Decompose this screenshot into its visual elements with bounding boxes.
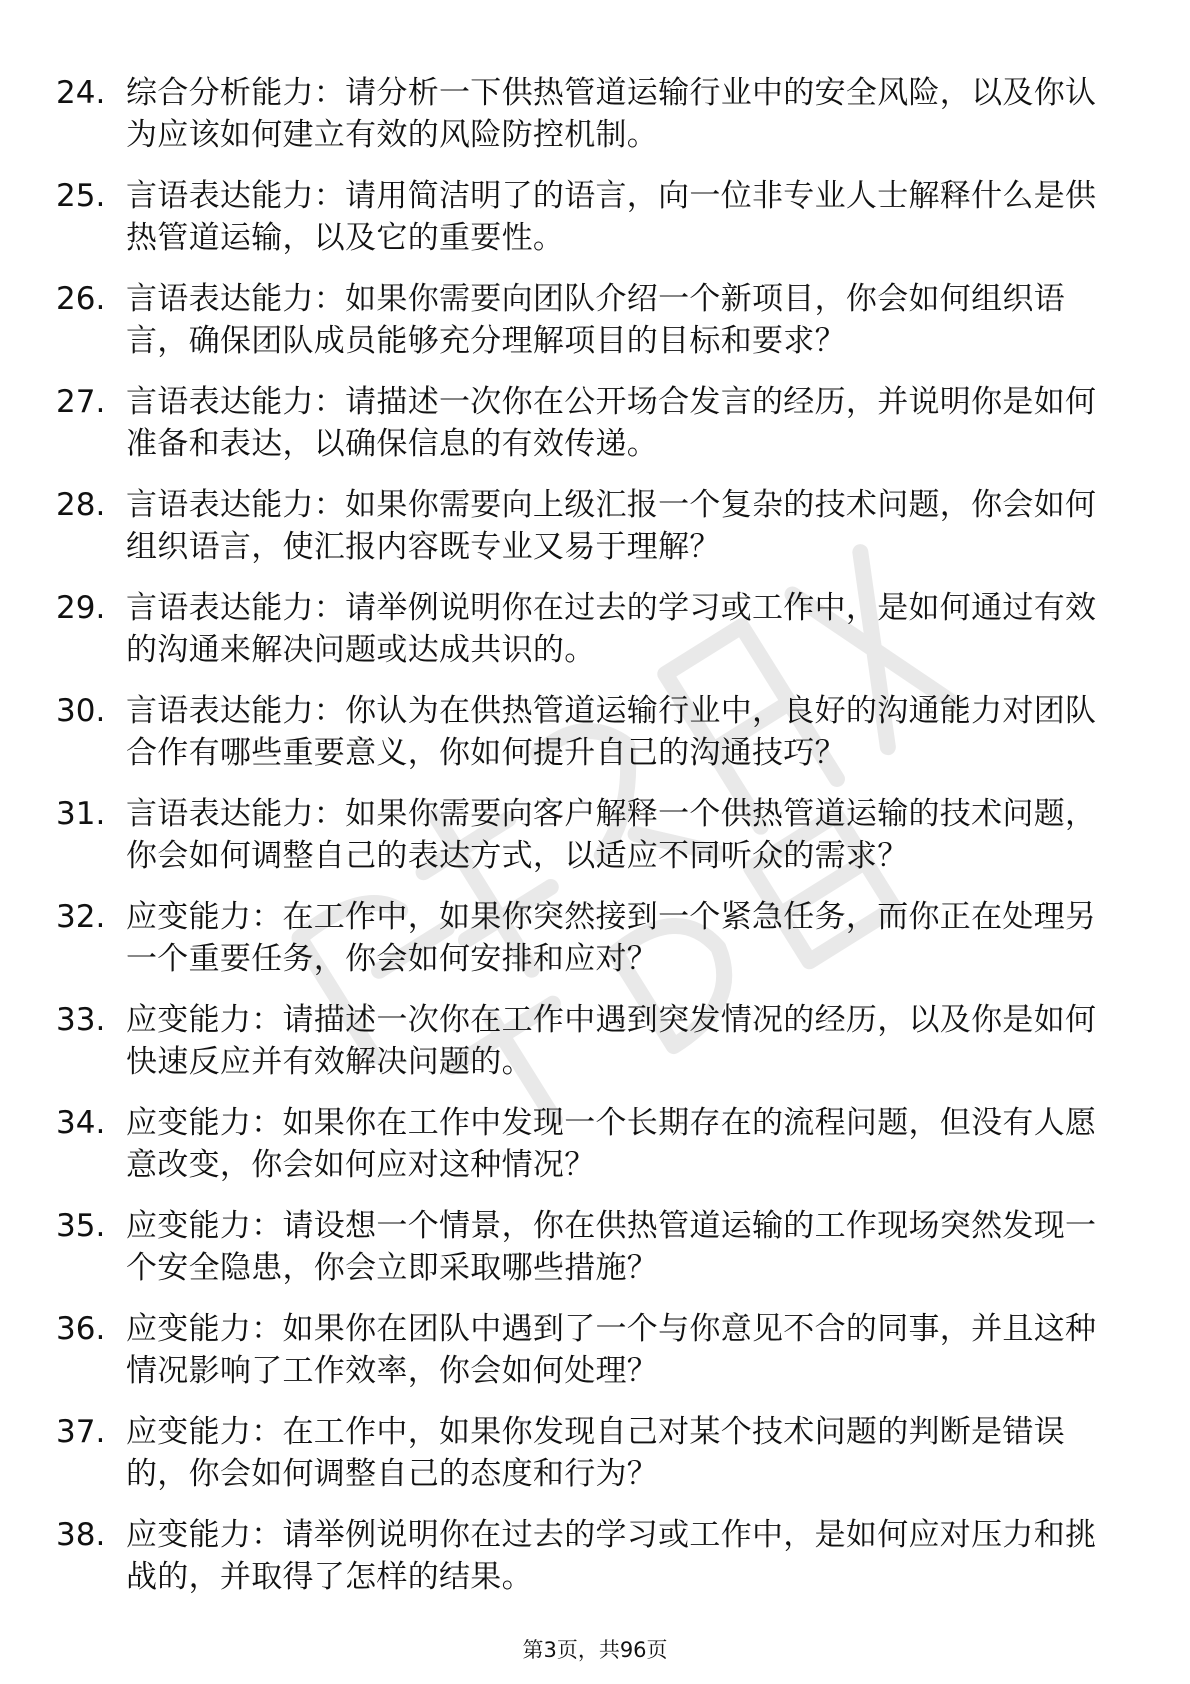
question-text: 应变能力：在工作中，如果你发现自己对某个技术问题的判断是错误的，你会如何调整自己的态度和行为？ — [126, 1414, 1065, 1492]
question-item — [0, 175, 1190, 278]
question-list — [0, 72, 1190, 1617]
question-text: 言语表达能力：请描述一次你在公开场合发言的经历，并说明你是如何准备和表达，以确保信息的有效传递。 — [126, 384, 1097, 462]
question-number: 32. — [56, 899, 106, 935]
question-text: 言语表达能力：如果你需要向客户解释一个供热管道运输的技术问题，你会如何调整自己的表达方式，以适应不同听众的需求？ — [126, 796, 1097, 874]
question-item — [0, 690, 1190, 793]
question-text: 应变能力：如果你在团队中遇到了一个与你意见不合的同事，并且这种情况影响了工作效率，你会如何处理？ — [126, 1311, 1097, 1389]
question-text: 应变能力：请举例说明你在过去的学习或工作中，是如何应对压力和挑战的，并取得了怎样的结果。 — [126, 1517, 1097, 1595]
question-item — [0, 1102, 1190, 1205]
question-text: 言语表达能力：如果你需要向团队介绍一个新项目，你会如何组织语言，确保团队成员能够充分理解项目的目标和要求？ — [126, 281, 1065, 359]
question-number: 25. — [56, 178, 106, 214]
question-text: 言语表达能力：如果你需要向上级汇报一个复杂的技术问题，你会如何组织语言，使汇报内容既专业又易于理解？ — [126, 487, 1097, 565]
question-number: 28. — [56, 487, 106, 523]
question-number: 29. — [56, 590, 106, 626]
question-number: 35. — [56, 1208, 106, 1244]
question-item — [0, 1411, 1190, 1514]
question-number: 24. — [56, 75, 106, 111]
question-text: 应变能力：请设想一个情景，你在供热管道运输的工作现场突然发现一个安全隐患，你会立即采取哪些措施？ — [126, 1208, 1097, 1286]
page-number-label: 第3页，共96页 — [522, 1638, 668, 1662]
question-number: 36. — [56, 1311, 106, 1347]
question-item — [0, 1205, 1190, 1308]
question-item — [0, 484, 1190, 587]
question-item — [0, 278, 1190, 381]
question-item — [0, 1514, 1190, 1617]
question-number: 33. — [56, 1002, 106, 1038]
page-footer — [0, 1636, 1190, 1664]
question-text: 综合分析能力：请分析一下供热管道运输行业中的安全风险，以及你认为应该如何建立有效的风险防控机制。 — [126, 75, 1097, 153]
question-text: 言语表达能力：请用简洁明了的语言，向一位非专业人士解释什么是供热管道运输，以及它的重要性。 — [126, 178, 1097, 256]
question-item — [0, 793, 1190, 896]
question-number: 31. — [56, 796, 106, 832]
question-number: 38. — [56, 1517, 106, 1553]
question-text: 言语表达能力：你认为在供热管道运输行业中，良好的沟通能力对团队合作有哪些重要意义，你如何提升自己的沟通技巧？ — [126, 693, 1097, 771]
question-item — [0, 587, 1190, 690]
question-text: 应变能力：如果你在工作中发现一个长期存在的流程问题，但没有人愿意改变，你会如何应对这种情况？ — [126, 1105, 1097, 1183]
question-number: 30. — [56, 693, 106, 729]
question-number: 26. — [56, 281, 106, 317]
question-text: 应变能力：在工作中，如果你突然接到一个紧急任务，而你正在处理另一个重要任务，你会如何安排和应对？ — [126, 899, 1097, 977]
question-item — [0, 896, 1190, 999]
question-number: 27. — [56, 384, 106, 420]
question-number: 37. — [56, 1414, 106, 1450]
question-item — [0, 1308, 1190, 1411]
question-text: 言语表达能力：请举例说明你在过去的学习或工作中，是如何通过有效的沟通来解决问题或达成共识的。 — [126, 590, 1097, 668]
question-item — [0, 72, 1190, 175]
question-number: 34. — [56, 1105, 106, 1141]
question-item — [0, 381, 1190, 484]
question-text: 应变能力：请描述一次你在工作中遇到突发情况的经历，以及你是如何快速反应并有效解决问题的。 — [126, 1002, 1097, 1080]
question-item — [0, 999, 1190, 1102]
